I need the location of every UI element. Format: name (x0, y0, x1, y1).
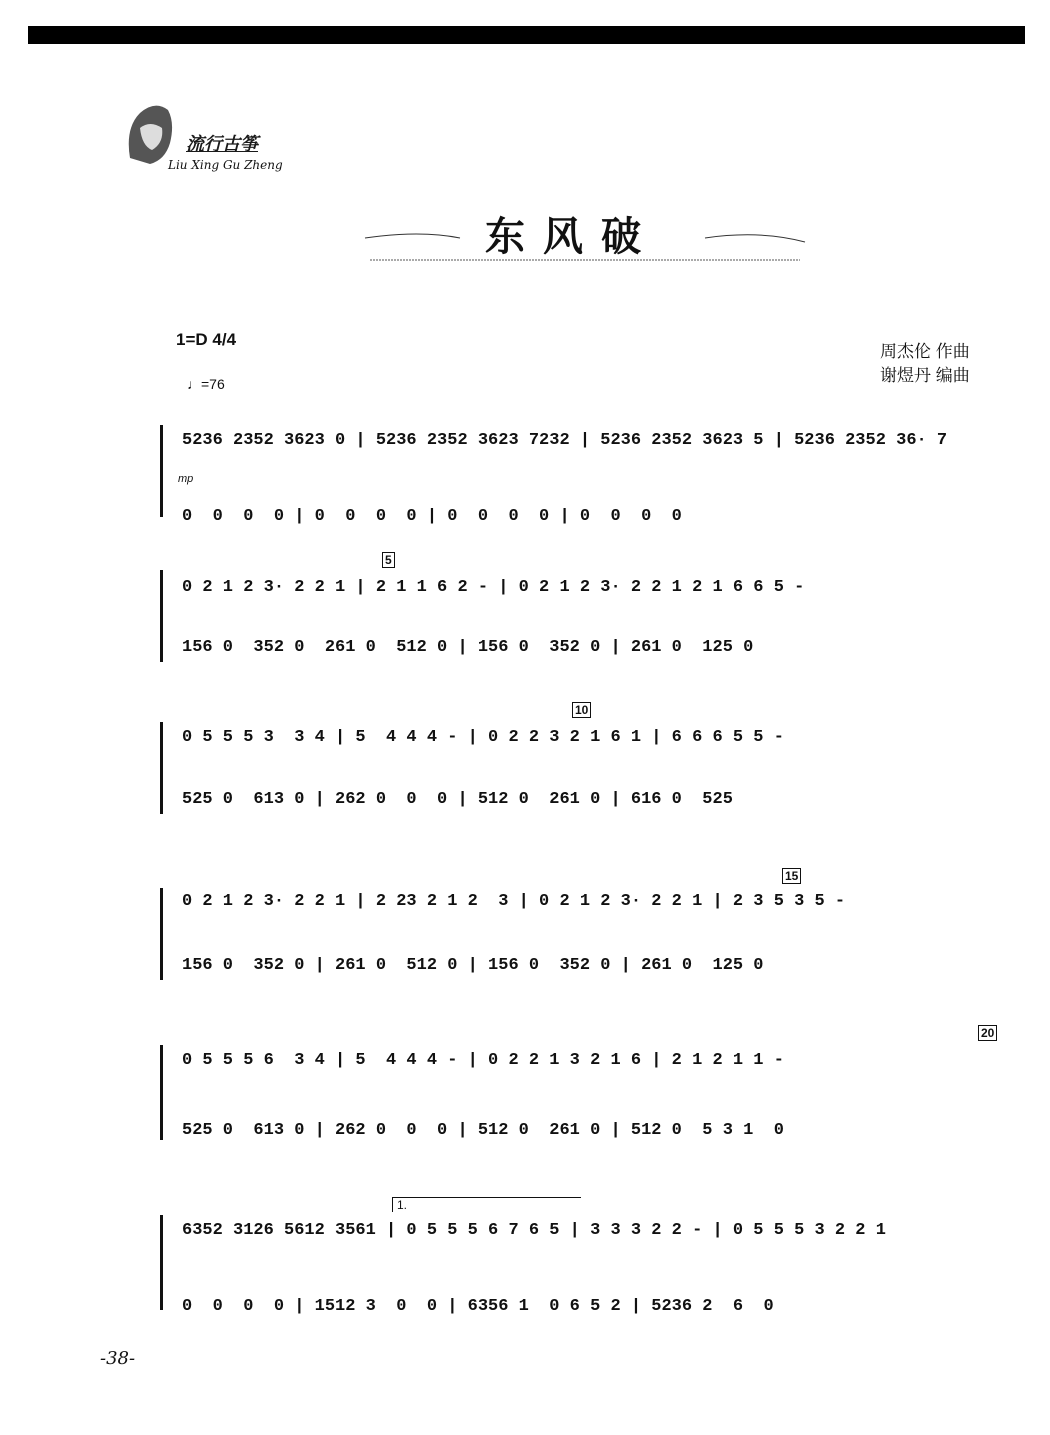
rehearsal-mark: 5 (382, 552, 395, 568)
upper-staff: 0 5 5 5 6 3 4 | 5 4 4 4 - | 0 2 2 1 3 2 1 6 | 2 1 2 1 1 - (182, 1051, 784, 1070)
page-title: 东风破 (485, 213, 659, 260)
lower-staff: 0 0 0 0 | 0 0 0 0 | 0 0 0 0 | 0 0 0 0 (182, 507, 682, 526)
system-bracket (160, 888, 169, 980)
rehearsal-mark: 15 (782, 868, 801, 884)
system-bracket (160, 1045, 169, 1140)
page-number: -38- (100, 1348, 136, 1369)
volta-bracket: 1. (392, 1197, 581, 1212)
tempo-marking: ♩=76 (187, 376, 225, 392)
rehearsal-mark: 20 (978, 1025, 997, 1041)
key-signature (176, 330, 236, 350)
lower-staff: 0 0 0 0 | 1512 3 0 0 | 6356 1 0 6 5 2 | 5236 2 6 0 (182, 1297, 774, 1316)
system-bracket (160, 425, 169, 517)
score-system-5 (160, 1026, 1010, 1145)
score-system-6 (160, 1198, 1010, 1316)
key-label: 1=D (176, 330, 208, 349)
series-logo (120, 98, 320, 180)
dynamic-marking: mp (178, 473, 194, 485)
lower-staff: 156 0 352 0 | 261 0 512 0 | 156 0 352 0 | 261 0 125 0 (182, 956, 764, 975)
lower-staff: 156 0 352 0 261 0 512 0 | 156 0 352 0 | 261 0 125 0 (182, 638, 754, 657)
upper-staff: 0 2 1 2 3· 2 2 1 | 2 1 1 6 2 - | 0 2 1 2 3· 2 2 1 2 1 6 6 5 - (182, 578, 805, 597)
lower-staff: 525 0 613 0 | 262 0 0 0 | 512 0 261 0 | 512 0 5 3 1 0 (182, 1121, 784, 1140)
score-system-3 (160, 703, 1010, 822)
score-system-2 (160, 553, 1010, 670)
upper-staff: 6352 3126 5612 3561 | 0 5 5 5 6 7 6 5 | 3 3 3 2 2 - | 0 5 5 5 3 2 2 1 (182, 1221, 886, 1240)
score-system-4 (160, 869, 1010, 988)
lower-staff: 525 0 613 0 | 262 0 0 0 | 512 0 261 0 | 616 0 525 (182, 790, 733, 809)
logo-title: 流行古筝 (186, 134, 258, 154)
top-border-bar (28, 26, 1025, 44)
time-signature: 4/4 (212, 330, 237, 349)
system-bracket (160, 722, 169, 814)
upper-staff: 0 2 1 2 3· 2 2 1 | 2 23 2 1 2 3 | 0 2 1 2 3· 2 2 1 | 2 3 5 3 5 - (182, 892, 846, 911)
system-bracket (160, 570, 169, 662)
upper-staff: 0 5 5 5 3 3 4 | 5 4 4 4 - | 0 2 2 3 2 1 6 1 | 6 6 6 5 5 - (182, 728, 784, 747)
credits (880, 340, 970, 388)
score-system-1 (160, 425, 1010, 525)
upper-staff: 5236 2352 3623 0 | 5236 2352 3623 7232 | 5236 2352 3623 5 | 5236 2352 36· 7 (182, 431, 948, 450)
rehearsal-mark: 10 (572, 702, 591, 718)
system-bracket (160, 1215, 169, 1310)
composer-credit: 周杰伦 作曲 (880, 342, 970, 361)
logo-pinyin: Liu Xing Gu Zheng (168, 158, 283, 172)
arranger-credit: 谢煜丹 编曲 (880, 366, 970, 385)
